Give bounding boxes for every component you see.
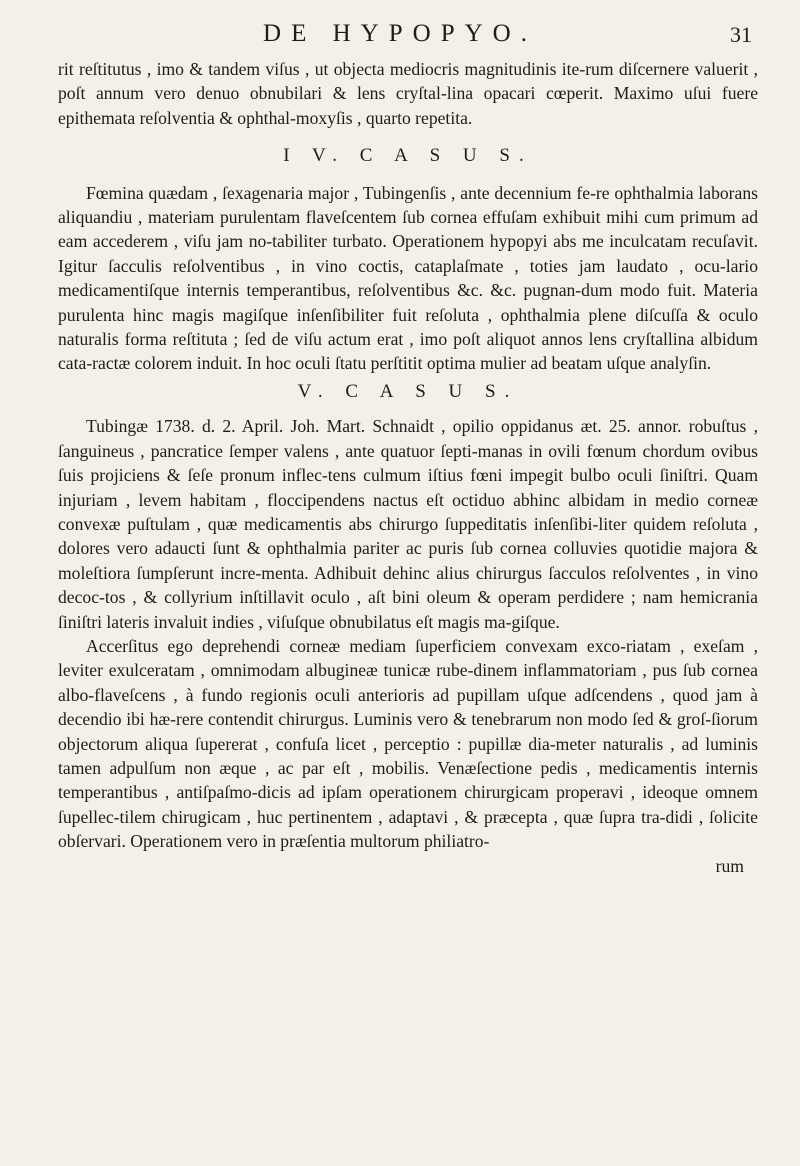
paragraph-case-v-examination: Accerſitus ego deprehendi corneæ mediam ſuperficiem convexam exco-riatam , exeſam , leviter exulceratam , omnimodam albugineæ tunicæ rube-dinem inflammatoriam , pus ſub cornea albo-flaveſcens , à fundo regionis oculi anterioris ad pupillam uſque adſcendens , quod jam à decendio ibi hæ-rere contendit chirurgus. Luminis vero & tenebrarum non modo ſed & groſ-ſiorum objectorum aliqua ſupererat , confuſa licet , perceptio : pupillæ dia-meter naturalis , ad luminis tamen adpulſum non æque , ac par eſt , mobilis. Venæſectione pedis , medicamentis internis temperantibus , antiſpaſmo-dicis ad ipſam operationem chirurgicam properavi , ideoque omnem ſupellec-tilem chirugicam , huc pertinentem , adaptavi , & præcepta , quæ ſupra tra-didi , ſolicite obſervari. Operationem vero in præſentia multorum philiatro- [58, 635, 758, 852]
page-number: 31 [730, 22, 752, 47]
heading-case-iv: I V. C A S U S. [283, 145, 533, 167]
catchword: rum [715, 855, 744, 876]
running-title: DE HYPOPYO. [263, 20, 537, 47]
paragraph-case-v-history: Tubingæ 1738. d. 2. April. Joh. Mart. Schnaidt , opilio oppidanus æt. 25. annor. robuſtus , ſanguineus , pancratice ſemper valens , ante quatuor ſepti-manas in ovili fœnum chordum ovibus ſuis projiciens & ſeſe pronum inflec-tens culmum iſtius fœni impegit bulbo oculi ſiniſtri. Quam injuriam , levem habitam , floccipendens nactus eſt octiduo abhinc albidam in medio corneæ convexæ puſtulam , quæ medicamentis abs chirurgo ſuppeditatis inſenſibi-liter quidem reſoluta , dolores vero adaucti ſunt & ophthalmia pariter ac puris ſub cornea colluvies quotidie majora & moleſtiora ſumpſerunt incre-menta. Adhibuit dehinc alius chirurgus ſacculos reſolventes , in vino decoc-tos , & collyrium inſtillavit oculo , aſt bini oleum & operam perdidere ; nam hemicrania ſiniſtri lateris invaluit indies , viſuſque obnubilatus eſt magis ma-giſque. [58, 416, 758, 632]
heading-case-v: V. C A S U S. [297, 380, 519, 402]
body-text [58, 57, 758, 878]
paragraph-case-iii-end: rit reſtitutus , imo & tandem viſus , ut objecta mediocris magnitudinis ite-rum diſcernere valuerit , poſt annum vero denuo obnubilari & lens cryſtal-lina opacari cœperit. Maximo uſui fuere epithemata reſolventia & ophthal-moxyſis , quarto repetita. [58, 59, 758, 128]
paragraph-case-iv: Fœmina quædam , ſexagenaria major , Tubingenſis , ante decennium fe-re ophthalmia laborans aliquandiu , materiam purulentam flaveſcentem ſub cornea effuſam exhibuit mihi cum primum ad eam accederem , viſu jam no-tabiliter turbato. Operationem hypopyi abs me inculcatam recuſavit. Igitur ſacculis reſolventibus , in vino coctis, cataplaſmate , toties jam laudato , ocu-lario medicamentiſque internis temperantibus, reſolventibus &c. &c. pugnan-dum modo fuit. Materia purulenta hinc magis magiſque inſenſibiliter fuit reſoluta , ophthalmia plene diſcuſſa & oculo naturalis forma reſtituta ; ſed de viſu actum erat , imo poſt aliquot annos lens cryſtallina albidum cata-ractæ colorem induit. In hoc oculi ſtatu perſtitit optima mulier ad beatam uſque analyſin. [58, 182, 758, 374]
